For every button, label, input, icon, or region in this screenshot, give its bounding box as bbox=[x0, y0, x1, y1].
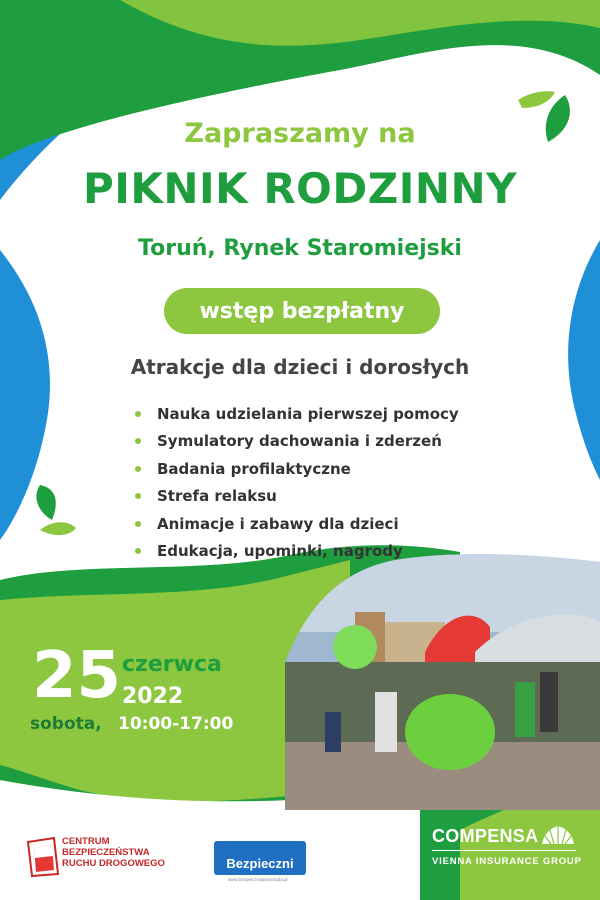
event-weekday: sobota, bbox=[30, 714, 102, 734]
event-month: czerwca bbox=[122, 652, 222, 677]
compensa-tagline: VIENNA INSURANCE GROUP bbox=[432, 856, 582, 867]
event-year: 2022 bbox=[122, 684, 184, 709]
bullet-icon bbox=[135, 521, 141, 527]
free-entry-badge: wstęp bezpłatny bbox=[164, 288, 440, 334]
compensa-shell-icon bbox=[538, 822, 578, 846]
invitation-intro: Zapraszamy na bbox=[184, 118, 416, 149]
cbrd-logo-text: CENTRUM BEZPIECZEŃSTWA RUCHU DROGOWEGO bbox=[62, 836, 165, 869]
event-title: PIKNIK RODZINNY bbox=[82, 164, 518, 213]
bullet-icon bbox=[135, 548, 141, 554]
event-day: 25 bbox=[32, 639, 122, 713]
compensa-logo-text: COMPENSA bbox=[432, 826, 539, 846]
bullet-icon bbox=[135, 466, 141, 472]
bezpieczni-logo: Bezpieczni bbox=[214, 841, 306, 875]
event-photo bbox=[285, 552, 600, 810]
bullet-icon bbox=[135, 493, 141, 499]
event-location: Toruń, Rynek Staromiejski bbox=[138, 236, 462, 261]
list-item: Symulatory dachowania i zderzeń bbox=[135, 428, 459, 456]
list-item: Edukacja, upominki, nagrody bbox=[135, 538, 459, 566]
list-item: Animacje i zabawy dla dzieci bbox=[135, 510, 459, 538]
bullet-icon bbox=[135, 411, 141, 417]
attractions-heading: Atrakcje dla dzieci i dorosłych bbox=[130, 355, 470, 379]
list-item: Nauka udzielania pierwszej pomocy bbox=[135, 400, 459, 428]
compensa-divider bbox=[432, 850, 576, 851]
bullet-icon bbox=[135, 438, 141, 444]
bezpieczni-url: www.bezpiecznaautostrada.pl bbox=[228, 877, 288, 882]
attractions-list bbox=[135, 400, 459, 565]
event-time: 10:00-17:00 bbox=[118, 714, 234, 734]
list-item: Badania profilaktyczne bbox=[135, 455, 459, 483]
list-item: Strefa relaksu bbox=[135, 483, 459, 511]
